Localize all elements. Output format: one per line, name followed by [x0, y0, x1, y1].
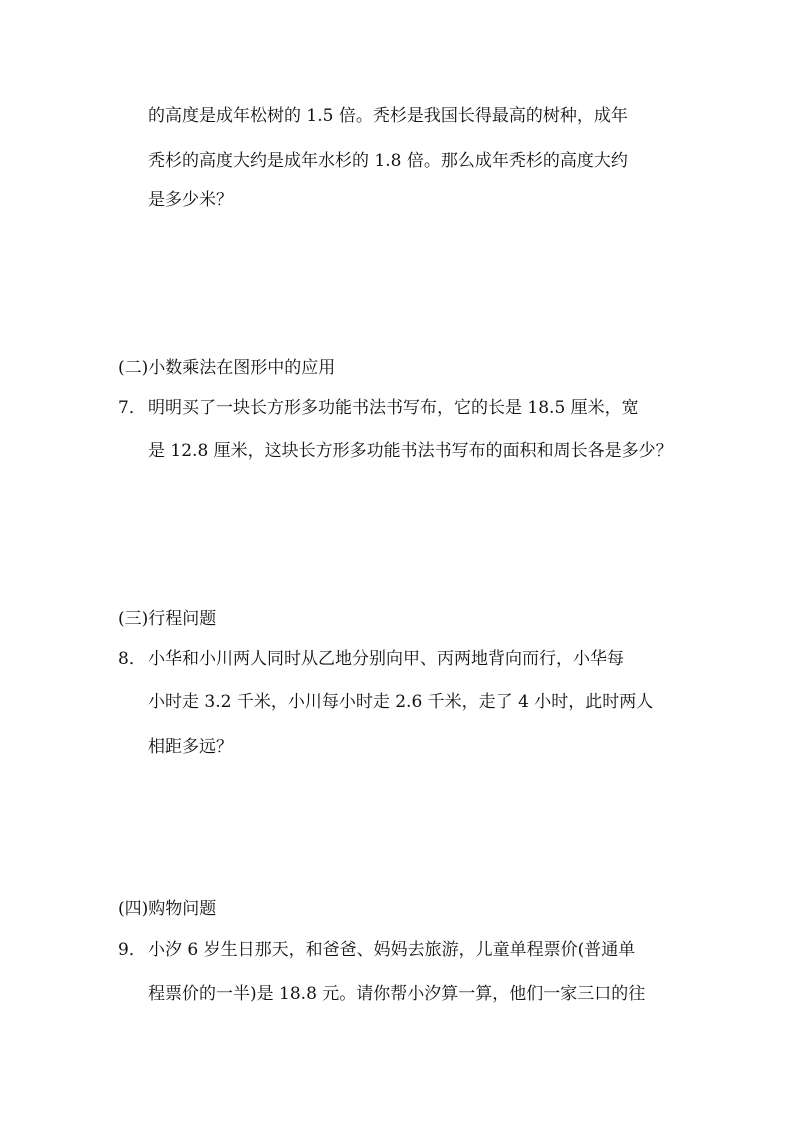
section-3-heading: (三)行程问题 [118, 609, 217, 629]
section-4-heading: (四)购物问题 [118, 899, 217, 919]
q9-line-1 [118, 938, 635, 962]
q6-line-3: 是多少米？ [148, 190, 233, 210]
q8-line-2: 小时走 3.2 千米，小川每小时走 2.6 千米，走了 4 小时，此时两人 [148, 692, 654, 712]
q7-number: 7． [118, 398, 146, 418]
q9-number: 9． [118, 940, 146, 960]
q7-line-2: 是 12.8 厘米，这块长方形多功能书法书写布的面积和周长各是多少？ [148, 441, 673, 461]
q8-text-1: 小华和小川两人同时从乙地分别向甲、丙两地背向而行，小华每 [148, 649, 624, 669]
q8-line-1 [118, 647, 624, 671]
q9-line-2: 程票价的一半)是 18.8 元。请你帮小汐算一算，他们一家三口的往 [148, 984, 646, 1004]
section-2-heading: (二)小数乘法在图形中的应用 [118, 358, 336, 378]
q6-line-1: 的高度是成年松树的 1.5 倍。秃杉是我国长得最高的树种，成年 [148, 106, 628, 126]
q8-line-3: 相距多远？ [148, 737, 233, 757]
q6-line-2: 秃杉的高度大约是成年水杉的 1.8 倍。那么成年秃杉的高度大约 [148, 151, 628, 171]
q7-text-1: 明明买了一块长方形多功能书法书写布，它的长是 18.5 厘米，宽 [148, 398, 639, 418]
q8-number: 8． [118, 649, 146, 669]
q7-line-1 [118, 396, 639, 420]
q9-text-1: 小汐 6 岁生日那天，和爸爸、妈妈去旅游，儿童单程票价(普通单 [148, 940, 636, 960]
